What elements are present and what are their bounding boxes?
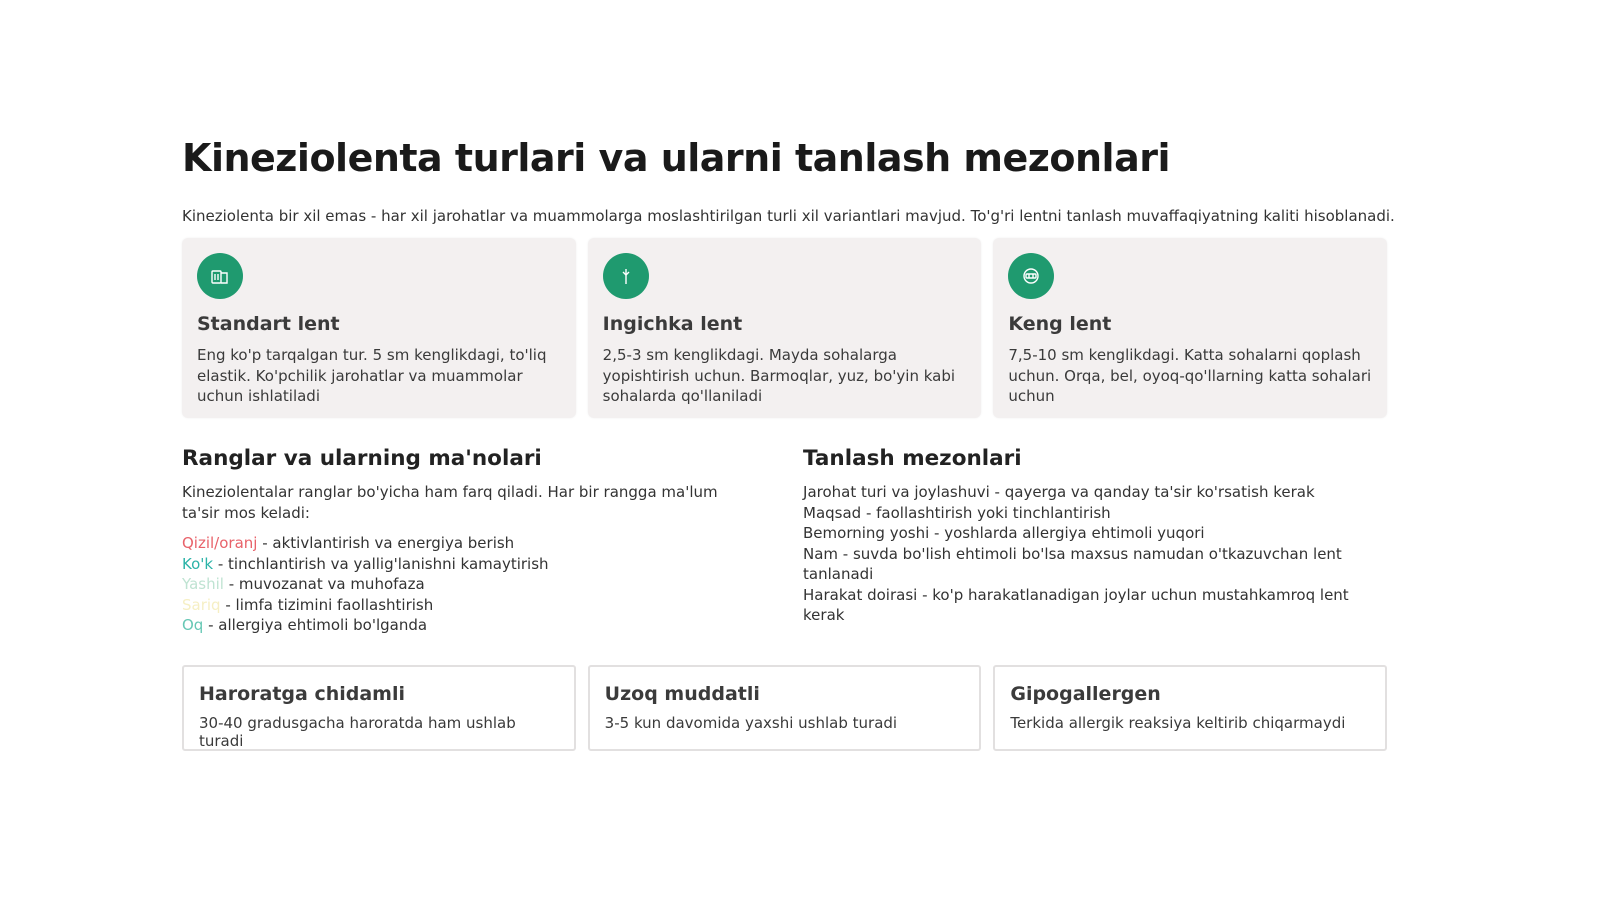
criteria-item: Maqsad - faollashtirish yoki tinchlantirish: [803, 503, 1111, 522]
color-item-green: [182, 574, 741, 595]
card-wide: [993, 238, 1387, 418]
color-name: Yashil: [182, 575, 224, 593]
feature-text: Terkida allergik reaksiya keltirib chiqarmaydi: [1010, 714, 1346, 732]
colors-section: [182, 445, 741, 636]
color-item-red: [182, 533, 741, 554]
color-name: Ko'k: [182, 554, 214, 573]
criteria-section: [803, 445, 1387, 636]
colors-intro: Kineziolentalar ranglar bo'yicha ham farq qiladi. Har bir rangga ma'lum ta'sir mos keladi:: [182, 483, 718, 522]
feature-text: 30-40 gradusgacha haroratda ham ushlab turadi: [199, 714, 516, 750]
card-text: 2,5-3 sm kenglikdagi. Mayda sohalarga yopishtirish uchun. Barmoqlar, yuz, bo'yin kabi sohalarda qo'llaniladi: [602, 346, 956, 405]
feature-text: 3-5 kun davomida yaxshi ushlab turadi: [604, 714, 898, 732]
narrow-strip-icon: [603, 253, 649, 299]
card-text: 7,5-10 sm kenglikdagi. Katta sohalarni qoplash uchun. Orqa, bel, oyoq-qo'llarning katta sohalari uchun: [1008, 346, 1372, 405]
criteria-item: Jarohat turi va joylashuvi - qayerga va qanday ta'sir ko'rsatish kerak: [803, 483, 1315, 501]
criteria-item: Bemorning yoshi - yoshlarda allergiya ehtimoli yuqori: [803, 524, 1205, 542]
feature-cards: [182, 665, 1387, 751]
color-name: Sariq: [182, 595, 221, 614]
card-standard: [182, 238, 576, 418]
page-title: Kineziolenta turlari va ularni tanlash mezonlari: [182, 136, 1170, 180]
intro-text: Kineziolenta bir xil emas - har xil jarohatlar va muammolarga moslashtirilgan turli xil variantlari mavjud. To'g'ri lentni tanlash muvaffaqiyatning kaliti hisoblanadi.: [182, 207, 1395, 225]
color-item-yellow: [182, 595, 741, 616]
color-name: Qizil/oranj: [182, 534, 258, 552]
card-title: Keng lent: [1008, 313, 1112, 335]
color-item-white: [182, 615, 741, 636]
tape-type-cards: [182, 238, 1387, 418]
feature-title: Gipogallergen: [1010, 683, 1161, 705]
color-list: [182, 533, 741, 636]
feature-card-hypoallergenic: [993, 665, 1387, 751]
feature-card-duration: [588, 665, 982, 751]
criteria-item: Nam - suvda bo'lish ehtimoli bo'lsa maxsus namudan o'tkazuvchan lent tanlanadi: [803, 544, 1342, 583]
tape-roll-icon: [197, 253, 243, 299]
card-title: Ingichka lent: [602, 313, 743, 335]
slide-content: [182, 132, 1395, 636]
card-text: Eng ko'p tarqalgan tur. 5 sm kenglikdagi, to'liq elastik. Ko'pchilik jarohatlar va muammolar uchun ishlatiladi: [197, 346, 547, 405]
feature-title: Uzoq muddatli: [604, 683, 760, 705]
criteria-item: Harakat doirasi - ko'p harakatlanadigan joylar uchun mustahkamroq lent kerak: [803, 585, 1349, 624]
color-desc: - aktivlantirish va energiya berish: [257, 534, 515, 552]
color-desc: - allergiya ehtimoli bo'lganda: [203, 616, 428, 634]
criteria-heading: Tanlash mezonlari: [803, 446, 1022, 471]
feature-card-heat: [182, 665, 576, 751]
feature-title: Haroratga chidamli: [199, 683, 406, 705]
color-item-blue: [182, 554, 741, 575]
wide-tape-icon: [1008, 253, 1054, 299]
criteria-list: [803, 482, 1387, 626]
color-desc: - muvozanat va muhofaza: [223, 575, 425, 593]
color-desc: - limfa tizimini faollashtirish: [220, 595, 434, 614]
card-title: Standart lent: [197, 313, 340, 335]
card-narrow: [588, 238, 982, 418]
color-name: Oq: [182, 616, 204, 634]
colors-heading: Ranglar va ularning ma'nolari: [182, 446, 542, 471]
color-desc: - tinchlantirish va yallig'lanishni kamaytirish: [213, 554, 549, 573]
